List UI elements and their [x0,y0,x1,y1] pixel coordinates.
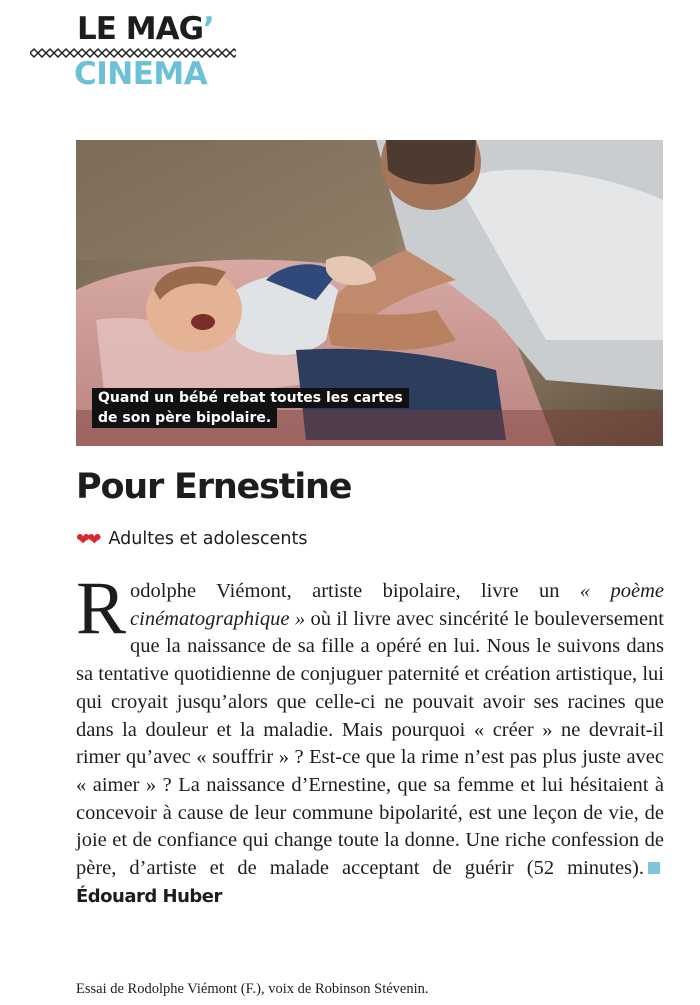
section-label: CINEMA [74,56,208,92]
drop-cap: R [76,567,127,650]
heart-icon: ❤❤ [76,530,99,550]
review-author: Édouard Huber [76,885,222,907]
caption-line-1: Quand un bébé rebat toutes les cartes [92,388,409,408]
film-credits: Essai de Rodolphe Viémont (F.), voix de Robinson Stévenin. [76,981,429,997]
caption-line-2: de son père bipolaire. [92,408,277,428]
film-title: Pour Ernestine [76,467,352,507]
review-body [76,567,664,910]
film-still-photo [76,140,663,446]
review-quote: « poème cinématographique » [130,580,664,630]
review-text: où il livre avec sincérité le bouleversement que la naissance de sa fille a opéré en lui. Nous le suivons dans sa tentative quotidienne de conjuguer paternité et création artistique, lui qui croyait jusqu’alors que celle-ci ne pouvait avoir ses racines que dans la douleur et la maladie. Mais pourquoi « créer » ne devrait-il rimer qu’avec « souffrir » ? Est-ce que la rime n’est pas plus juste avec « aimer » ? La naissance d’Ernestine, que sa femme et lui hésitaient à concevoir à cause de leur commune bipolarité, est une leçon de vie, de joie et de confiance qui change toute la donne. Une riche confession de père, d’artiste et de malade acceptant de guérir (52 minutes). [76,607,664,880]
magazine-masthead [30,11,240,92]
square-bullet-icon [648,862,660,874]
film-rating [76,531,307,549]
photo-caption [92,388,409,428]
review-lead: odolphe Viémont, artiste bipolaire, livre un [130,580,580,602]
audience-label: Adultes et adolescents [108,529,308,549]
magazine-title: LE MAG’ [77,11,214,47]
